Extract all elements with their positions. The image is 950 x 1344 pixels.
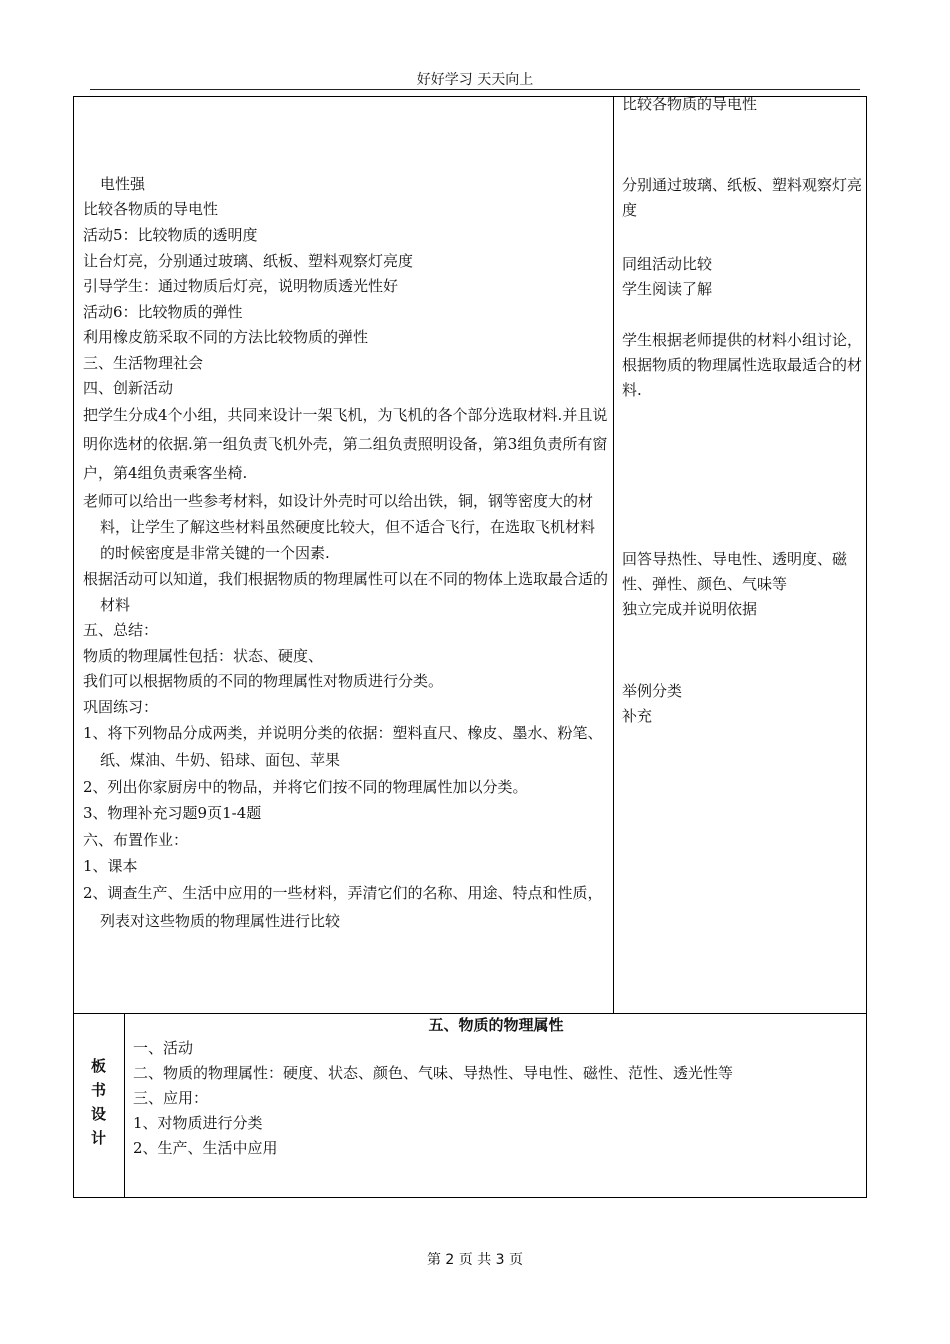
board-line: 1、对物质进行分类 <box>133 1114 263 1132</box>
board-content <box>133 1036 863 1161</box>
board-title: 五、物质的物理属性 <box>428 1016 564 1034</box>
exercise-item: 3、物理补充习题9页1-4题 <box>83 804 262 822</box>
board-line: 一、活动 <box>133 1039 194 1057</box>
text-line: 物质的物理属性包括：状态、硬度、 <box>83 647 324 665</box>
activity-heading: 活动5：比较物质的透明度 <box>83 226 258 244</box>
section-heading: 四、创新活动 <box>83 379 174 397</box>
board-line: 2、生产、生活中应用 <box>133 1139 278 1157</box>
page-footer: 第 2 页 共 3 页 <box>426 1252 524 1268</box>
text-line: 同组活动比较 <box>622 255 713 273</box>
column-divider <box>613 96 614 1013</box>
board-line: 二、物质的物理属性：硬度、状态、颜色、气味、导热性、导电性、磁性、范性、透光性等 <box>133 1064 734 1082</box>
homework-item: 1、课本 <box>83 857 138 875</box>
paragraph: 老师可以给出一些参考材料，如设计外壳时可以给出铁，铜，钢等密度大的材料，让学生了解这些材料虽然硬度比较大，但不适合飞行，在选取飞机材料的时候密度是非常关键的一个因素. <box>83 492 596 562</box>
text-line: 补充 <box>622 707 653 725</box>
teacher-activities-column <box>83 172 608 935</box>
page-header: 好好学习 天天向上 <box>416 72 534 88</box>
text-line: 利用橡皮筋采取不同的方法比较物质的弹性 <box>83 328 369 346</box>
text-line: 回答导热性、导电性、透明度、磁性、弹性、颜色、气味等 <box>622 550 848 593</box>
text-line: 比较各物质的导电性 <box>622 95 758 113</box>
text-line: 电性强 <box>100 175 146 193</box>
homework-item: 2、调查生产、生活中应用的一些材料，弄清它们的名称、用途、特点和性质，列表对这些物质的物理属性进行比较 <box>83 884 603 930</box>
text-line: 学生根据老师提供的材料小组讨论，根据物质的物理属性选取最适合的材料. <box>622 331 863 399</box>
board-label-divider <box>124 1013 125 1198</box>
paragraph: 把学生分成4个小组，共同来设计一架飞机，为飞机的各个部分选取材料.并且说明你选材的依据.第一组负责飞机外壳，第二组负责照明设备，第3组负责所有窗户，第4组负责乘客坐椅. <box>83 406 608 482</box>
exercise-item: 1、将下列物品分成两类，并说明分类的依据：塑料直尺、橡皮、墨水、粉笔、纸、煤油、牛奶、铅球、面包、苹果 <box>83 724 603 769</box>
paragraph: 根据活动可以知道，我们根据物质的物理属性可以在不同的物体上选取最合适的材料 <box>83 570 609 614</box>
text-line: 学生阅读了解 <box>622 280 713 298</box>
text-line: 让台灯亮，分别通过玻璃、纸板、塑料观察灯亮度 <box>83 252 414 270</box>
activity-heading: 活动6：比较物质的弹性 <box>83 303 243 321</box>
section-heading: 三、生活物理社会 <box>83 354 204 372</box>
text-line: 举例分类 <box>622 682 683 700</box>
section-heading: 五、总结： <box>83 621 159 639</box>
header-rule <box>90 89 860 90</box>
exercise-item: 2、列出你家厨房中的物品，并将它们按不同的物理属性加以分类。 <box>83 778 528 796</box>
text-line: 分别通过玻璃、纸板、塑料观察灯亮度 <box>622 176 863 219</box>
section-heading: 六、布置作业： <box>83 831 189 849</box>
text-line: 引导学生：通过物质后灯亮，说明物质透光性好 <box>83 277 399 295</box>
board-design-label: 板 书 设 计 <box>90 1057 106 1147</box>
text-line: 比较各物质的导电性 <box>83 200 219 218</box>
text-line: 独立完成并说明依据 <box>622 600 758 618</box>
section-heading: 巩固练习： <box>83 698 159 716</box>
text-line: 我们可以根据物质的不同的物理属性对物质进行分类。 <box>83 672 444 690</box>
board-line: 三、应用： <box>133 1089 209 1107</box>
